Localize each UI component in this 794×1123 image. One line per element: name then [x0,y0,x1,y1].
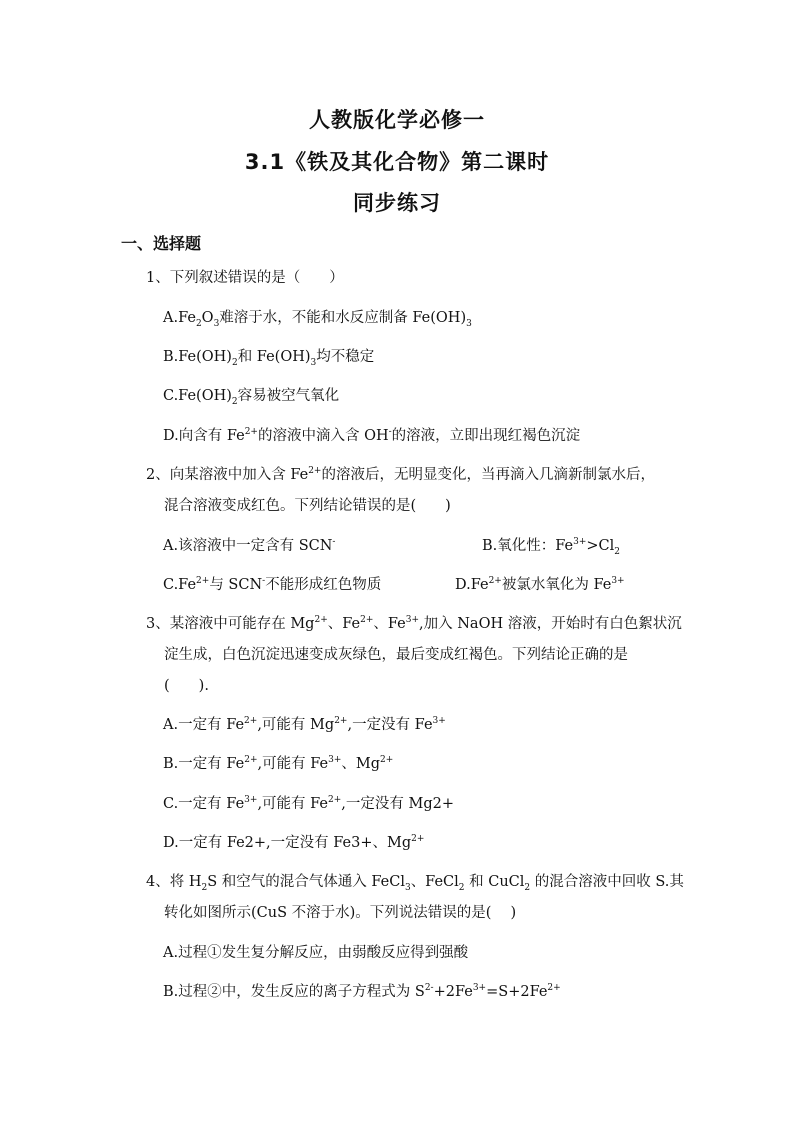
question-1-option-d: D.向含有 $Fe^{2+}$的溶液中滴入含 OH-的溶液，立即出现红褐色沉淀 [163,427,581,444]
question-2-option-d: $D.Fe^{2+}$被氯水氧化为 $Fe^{3+}$ [455,576,625,593]
question-1-option-a: $A.Fe_2O_3$难溶于水，不能和水反应制备 $Fe(OH)_3$ [163,310,472,329]
question-2-stem-line-1: 2、向某溶液中加入含 $Fe^{2+}$的溶液后，无明显变化，当再滴入几滴新制氯水后， [146,466,655,483]
document-title: 人教版化学必修一 [309,108,485,132]
question-4-stem-line-1: 4、将 $H_2S$ 和空气的混合气体通入 FeCl$_3$、FeCl$_2$ 和 CuCl$_2$ 的混合溶液中回收 S.其 [146,874,684,893]
document-subtitle: 同步练习 [353,191,441,215]
question-1-option-c: $C.Fe(OH)_2$容易被空气氧化 [163,388,340,407]
question-2-stem-line-2: 混合溶液变成红色。下列结论错误的是( ) [164,498,451,514]
question-3-option-b: B.一定有 $Fe^{2+}$,可能有 $Fe^{3+}$、$Mg^{2+}$ [163,755,394,772]
question-3-stem-line-3: ( ). [164,678,209,694]
question-3-option-d: D.一定有 Fe2+,一定没有 Fe3+、$Mg^{2+}$ [163,834,425,851]
question-3-option-a: A.一定有 $Fe^{2+}$,可能有 $Mg^{2+}$,一定没有 $Fe^{3+}$ [163,716,446,733]
question-3-option-c: C.一定有 $Fe^{3+}$,可能有 $Fe^{2+}$,一定没有 Mg2+ [163,795,455,812]
question-3-stem-line-1: 3、某溶液中可能存在 $Mg^{2+}$、$Fe^{2+}$、$Fe^{3+}$,加入 NaOH 溶液，开始时有白色絮状沉 [146,615,682,632]
lesson-title: 3.1《铁及其化合物》第二课时 [244,150,550,174]
question-2-option-c: $C.Fe^{2+}$与 SCN-不能形成红色物质 [163,576,382,593]
question-1-option-b: $B.Fe(OH)_2$和 $Fe(OH)_3$均不稳定 [163,349,375,368]
question-1-stem: 1、下列叙述错误的是（ ） [146,270,344,286]
question-4-option-a: A.过程①发生复分解反应，由弱酸反应得到强酸 [163,945,469,961]
question-2-option-a: A.该溶液中一定含有 SCN- [163,537,336,554]
question-3-stem-line-2: 淀生成，白色沉淀迅速变成灰绿色，最后变成红褐色。下列结论正确的是 [164,647,628,663]
question-4-option-b: B.过程②中，发生反应的离子方程式为 $S^{2-}+2Fe^{3+}=S+2Fe^{2+}$ [163,983,561,1000]
question-2-option-b: B.氧化性：$Fe^{3+}>Cl_2$ [482,537,621,557]
section-heading: 一、选择题 [121,234,202,253]
question-4-stem-line-2: 转化如图所示(CuS 不溶于水)。下列说法错误的是( ) [164,905,517,921]
